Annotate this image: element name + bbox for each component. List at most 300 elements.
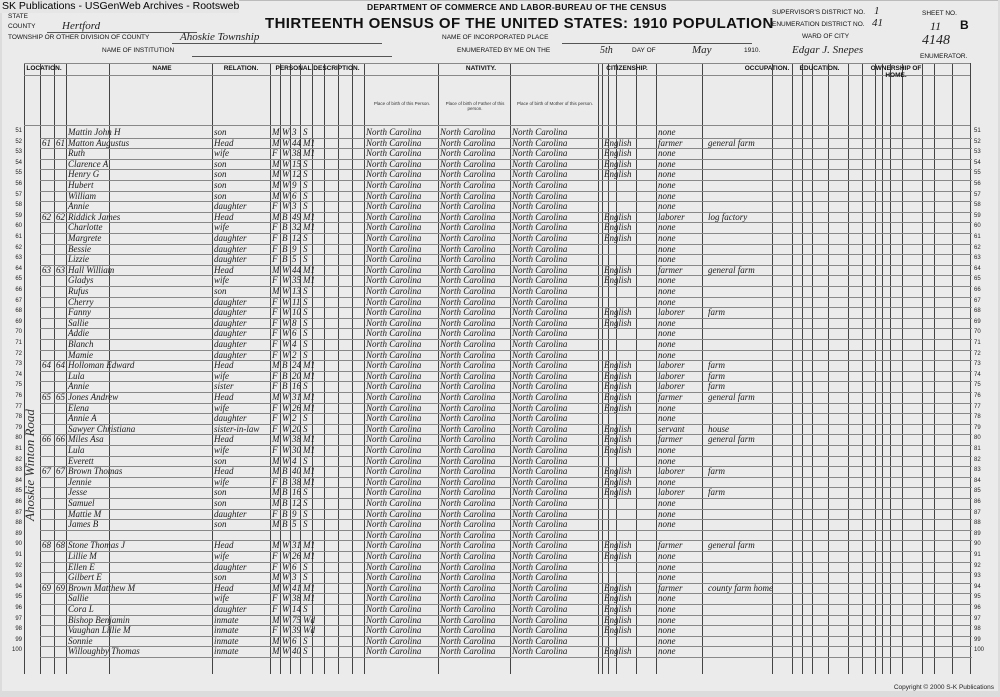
cell-race: W (282, 392, 290, 402)
cell-ms: S (303, 201, 308, 212)
cell-race: W (282, 646, 290, 657)
cell-age: 39 (292, 625, 301, 636)
line-number-right: 77 (974, 403, 981, 410)
cell-race: W (282, 148, 290, 159)
line-number: 53 (15, 149, 22, 156)
cell-ms: S (303, 233, 308, 243)
cell-mother: North Carolina (512, 561, 568, 572)
cell-father: North Carolina (440, 498, 496, 508)
cell-trade: none (658, 233, 676, 243)
cell-race: B (282, 243, 288, 254)
cell-race: B (282, 233, 288, 243)
cell-name: Rufus (68, 286, 89, 296)
cell-birth: North Carolina (366, 296, 422, 307)
cell-father: North Carolina (440, 307, 496, 318)
cell-rel: Head (214, 582, 234, 593)
cell-sex: M (272, 582, 280, 593)
cell-trade: none (658, 169, 676, 180)
cell-sex: M (272, 392, 280, 402)
cell-father: North Carolina (440, 434, 496, 445)
cell-sex: M (272, 466, 280, 477)
cell-sex: F (272, 445, 278, 455)
cell-ms: S (303, 423, 308, 434)
line-number: 76 (15, 393, 22, 399)
cell-industry: log factory (708, 211, 748, 222)
cell-birth: North Carolina (366, 360, 422, 371)
cell-name: Clarence A (68, 158, 109, 169)
incorporated-place-label: NAME OF INCORPORATED PLACE (442, 34, 549, 41)
cell-mother: North Carolina (512, 551, 568, 561)
cell-race: B (282, 487, 288, 498)
line-number-right: 78 (974, 414, 981, 421)
cell-lang: English (604, 148, 632, 159)
cell-mother: North Carolina (512, 264, 568, 275)
column-header: NAME (152, 65, 172, 72)
cell-industry: farm (708, 381, 726, 392)
cell-mother: North Carolina (512, 402, 568, 413)
line-number: 81 (15, 446, 22, 452)
cell-name: Brown Matthew M (68, 582, 136, 593)
cell-birth: North Carolina (366, 413, 422, 424)
cell-sex: M (272, 264, 280, 275)
cell-ms: S (303, 243, 308, 254)
cell-rel: Head (214, 466, 234, 477)
cell-trade: none (658, 158, 676, 169)
cell-sex: M (272, 158, 280, 169)
cell-race: W (282, 445, 290, 455)
cell-lang: English (604, 445, 632, 455)
cell-rel: wife (214, 445, 229, 455)
cell-rel: daughter (214, 254, 247, 265)
cell-father: North Carolina (440, 158, 496, 169)
cell-trade: none (658, 317, 676, 328)
cell-age: 8 (292, 317, 297, 328)
cell-father: North Carolina (440, 466, 496, 477)
cell-mother: North Carolina (512, 423, 568, 434)
cell-lang: English (604, 614, 632, 625)
cell-rel: son (214, 498, 227, 508)
cell-mother: North Carolina (512, 582, 568, 593)
cell-dwell: 65 (42, 392, 51, 402)
cell-rel: daughter (214, 561, 247, 572)
cell-fam: 61 (56, 137, 65, 148)
cell-ms: M1 (303, 582, 315, 593)
cell-sex: M (272, 286, 280, 296)
cell-rel: daughter (214, 349, 247, 360)
cell-lang: English (604, 211, 632, 222)
cell-age: 38 (292, 593, 301, 604)
enumerator-label: ENUMERATOR. (920, 53, 968, 60)
cell-trade: laborer (658, 307, 685, 318)
cell-trade: farmer (658, 540, 683, 551)
cell-race: W (282, 201, 290, 212)
cell-age: 20 (292, 370, 301, 381)
cell-ms: Wd (303, 625, 315, 636)
cell-trade: farmer (658, 582, 683, 593)
cell-birth: North Carolina (366, 572, 422, 583)
cell-age: 16 (292, 381, 301, 392)
cell-mother: North Carolina (512, 190, 568, 201)
cell-mother: North Carolina (512, 625, 568, 636)
cell-sex: F (272, 148, 278, 159)
cell-rel: daughter (214, 328, 247, 339)
line-number: 66 (15, 287, 22, 293)
line-number: 90 (15, 541, 22, 548)
cell-mother: North Carolina (512, 211, 568, 222)
cell-father: North Carolina (440, 169, 496, 180)
line-number: 92 (15, 562, 22, 569)
cell-fam: 65 (56, 392, 65, 402)
cell-fam: 66 (56, 434, 65, 445)
cell-mother: North Carolina (512, 233, 568, 243)
column-header: NATIVITY. (465, 65, 497, 72)
cell-age: 44 (292, 264, 301, 275)
cell-age: 26 (292, 551, 301, 561)
cell-industry: general farm (708, 540, 755, 551)
line-number: 93 (15, 573, 22, 580)
cell-birth: North Carolina (366, 127, 422, 137)
cell-father: North Carolina (440, 349, 496, 360)
line-number: 99 (15, 636, 22, 643)
cell-trade: none (658, 635, 676, 646)
cell-mother: North Carolina (512, 614, 568, 625)
cell-age: 6 (292, 328, 297, 339)
cell-birth: North Carolina (366, 434, 422, 445)
cell-lang: English (604, 222, 632, 233)
cell-age: 11 (292, 296, 301, 307)
cell-name: Everett (68, 455, 94, 466)
margin-note: Ahoskie Winton Road (22, 409, 37, 521)
cell-lang: English (604, 158, 632, 169)
cell-lang: English (604, 434, 632, 445)
cell-trade: laborer (658, 360, 685, 371)
cell-ms: M1 (303, 540, 315, 551)
cell-sex: F (272, 349, 278, 360)
department-heading: DEPARTMENT OF COMMERCE AND LABOR-BUREAU OF THE CENSUS (367, 2, 667, 12)
cell-age: 2 (292, 349, 297, 360)
line-number: 97 (15, 615, 22, 622)
cell-trade: none (658, 339, 676, 349)
cell-ms: S (303, 349, 308, 360)
cell-birth: North Carolina (366, 381, 422, 392)
cell-father: North Carolina (440, 254, 496, 265)
cell-race: W (282, 540, 290, 551)
cell-rel: wife (214, 222, 229, 233)
cell-ms: M1 (303, 211, 315, 222)
cell-father: North Carolina (440, 127, 496, 137)
column-header: OCCUPATION. (744, 65, 790, 72)
line-number: 98 (15, 626, 22, 633)
sheet-number-hand: 4148 (922, 33, 950, 48)
cell-trade: none (658, 349, 676, 360)
line-number: 79 (15, 424, 22, 431)
cell-race: W (282, 413, 290, 424)
cell-birth: North Carolina (366, 339, 422, 349)
cell-trade: none (658, 519, 676, 530)
cell-trade: laborer (658, 381, 685, 392)
cell-ms: M1 (303, 137, 315, 148)
cell-rel: son (214, 487, 227, 498)
township-value: Ahoskie Township (180, 31, 260, 43)
line-number-right: 65 (974, 276, 981, 283)
line-number: 59 (15, 212, 22, 219)
cell-birth: North Carolina (366, 349, 422, 360)
cell-birth: North Carolina (366, 529, 422, 540)
line-number: 63 (15, 255, 22, 262)
cell-age: 15 (292, 158, 301, 169)
cell-father: North Carolina (440, 381, 496, 392)
line-number-right: 54 (974, 159, 981, 166)
cell-lang: English (604, 582, 632, 593)
cell-lang: English (604, 370, 632, 381)
cell-father: North Carolina (440, 392, 496, 402)
cell-sex: M (272, 646, 280, 657)
cell-age: 75 (292, 614, 301, 625)
cell-birth: North Carolina (366, 487, 422, 498)
line-number-right: 68 (974, 308, 981, 315)
cell-name: Matton Augustus (68, 137, 130, 148)
cell-name: Brown Thomas (68, 466, 123, 477)
cell-father: North Carolina (440, 455, 496, 466)
cell-age: 9 (292, 508, 297, 519)
line-number-right: 73 (974, 361, 981, 368)
cell-age: 5 (292, 519, 297, 530)
line-number-right: 92 (974, 562, 981, 569)
cell-mother: North Carolina (512, 317, 568, 328)
cell-rel: son (214, 127, 227, 137)
cell-race: W (282, 402, 290, 413)
cell-father: North Carolina (440, 604, 496, 614)
cell-rel: daughter (214, 243, 247, 254)
year-text: 1910. (744, 47, 761, 54)
cell-birth: North Carolina (366, 445, 422, 455)
line-number: 64 (15, 265, 22, 272)
column-header: EDUCATION. (799, 65, 840, 72)
cell-race: W (282, 180, 290, 190)
cell-name: Jennie (68, 476, 92, 487)
cell-father: North Carolina (440, 561, 496, 572)
cell-name: Samuel (68, 498, 95, 508)
cell-sex: M (272, 572, 280, 583)
cell-race: B (282, 254, 288, 265)
cell-name: Cherry (68, 296, 94, 307)
cell-race: W (282, 551, 290, 561)
cell-trade: none (658, 148, 676, 159)
cell-race: W (282, 614, 290, 625)
cell-father: North Carolina (440, 625, 496, 636)
cell-sex: F (272, 275, 278, 286)
cell-name: Annie (68, 201, 89, 212)
cell-sex: M (272, 614, 280, 625)
cell-rel: inmate (214, 625, 239, 636)
cell-ms: S (303, 286, 308, 296)
line-number-right: 71 (974, 340, 981, 346)
cell-rel: inmate (214, 614, 239, 625)
cell-dwell: 63 (42, 264, 51, 275)
cell-birth: North Carolina (366, 604, 422, 614)
cell-father: North Carolina (440, 646, 496, 657)
cell-name: Hall William (68, 264, 115, 275)
cell-father: North Carolina (440, 593, 496, 604)
cell-age: 9 (292, 243, 297, 254)
cell-ms: S (303, 604, 308, 614)
cell-ms: S (303, 190, 308, 201)
cell-rel: daughter (214, 201, 247, 212)
supervisor-label: SUPERVISOR'S DISTRICT NO. (772, 9, 866, 16)
cell-fam: 68 (56, 540, 65, 551)
cell-rel: wife (214, 370, 229, 381)
cell-mother: North Carolina (512, 339, 568, 349)
enumerated-month: May (692, 44, 712, 56)
cell-trade: servant (658, 423, 685, 434)
cell-race: B (282, 211, 288, 222)
cell-dwell: 68 (42, 540, 51, 551)
cell-father: North Carolina (440, 508, 496, 519)
cell-trade: farmer (658, 392, 683, 402)
cell-ms: M1 (303, 466, 315, 477)
line-number-right: 94 (974, 583, 981, 590)
cell-mother: North Carolina (512, 519, 568, 530)
cell-lang: English (604, 402, 632, 413)
cell-father: North Carolina (440, 275, 496, 286)
cell-mother: North Carolina (512, 381, 568, 392)
cell-race: W (282, 604, 290, 614)
line-number-right: 87 (974, 509, 981, 516)
cell-birth: North Carolina (366, 148, 422, 159)
cell-father: North Carolina (440, 148, 496, 159)
cell-age: 32 (292, 222, 301, 233)
line-number-right: 95 (974, 594, 981, 601)
cell-father: North Carolina (440, 540, 496, 551)
line-number: 94 (15, 583, 22, 590)
cell-mother: North Carolina (512, 169, 568, 180)
line-number: 71 (15, 340, 22, 346)
cell-birth: North Carolina (366, 307, 422, 318)
line-number: 70 (15, 329, 22, 336)
cell-race: W (282, 190, 290, 201)
cell-mother: North Carolina (512, 360, 568, 371)
cell-birth: North Carolina (366, 211, 422, 222)
cell-birth: North Carolina (366, 392, 422, 402)
cell-lang: English (604, 137, 632, 148)
cell-birth: North Carolina (366, 264, 422, 275)
cell-lang: English (604, 392, 632, 402)
cell-sex: M (272, 635, 280, 646)
cell-race: W (282, 582, 290, 593)
supervisor-value: 1 (874, 5, 880, 17)
cell-father: North Carolina (440, 286, 496, 296)
sheet-value: 11 (930, 19, 942, 33)
cell-race: W (282, 572, 290, 583)
cell-mother: North Carolina (512, 413, 568, 424)
column-header: CITIZENSHIP. (606, 65, 648, 72)
column-header: PERSONAL DESCRIPTION. (275, 65, 360, 72)
line-number-right: 96 (974, 605, 981, 611)
cell-mother: North Carolina (512, 222, 568, 233)
cell-sex: M (272, 190, 280, 201)
cell-age: 6 (292, 561, 297, 572)
cell-fam: 63 (56, 264, 65, 275)
cell-rel: inmate (214, 646, 239, 657)
cell-birth: North Carolina (366, 317, 422, 328)
line-number: 83 (15, 467, 22, 474)
cell-ms: S (303, 296, 308, 307)
cell-race: W (282, 625, 290, 636)
cell-age: 31 (292, 540, 301, 551)
cell-name: Mattin John H (68, 127, 121, 137)
cell-birth: North Carolina (366, 646, 422, 657)
cell-sex: M (272, 360, 280, 371)
cell-age: 40 (292, 646, 301, 657)
cell-ms: M1 (303, 360, 315, 371)
line-number-right: 63 (974, 255, 981, 262)
cell-trade: none (658, 614, 676, 625)
cell-birth: North Carolina (366, 137, 422, 148)
cell-race: W (282, 635, 290, 646)
cell-industry: farm (708, 487, 726, 498)
cell-sex: F (272, 413, 278, 424)
enumerator-value: Edgar J. Snepes (792, 44, 864, 56)
cell-name: Fanny (68, 307, 91, 318)
cell-lang: English (604, 275, 632, 286)
line-number: 54 (15, 159, 22, 166)
cell-sex: M (272, 169, 280, 180)
cell-sex: F (272, 625, 278, 636)
line-number-right: 58 (974, 202, 981, 209)
cell-birth: North Carolina (366, 455, 422, 466)
cell-mother: North Carolina (512, 498, 568, 508)
cell-ms: S (303, 508, 308, 519)
line-number-right: 62 (974, 244, 981, 251)
line-number: 52 (15, 138, 22, 145)
cell-dwell: 62 (42, 211, 51, 222)
cell-name: Bishop Benjamin (68, 614, 130, 625)
cell-father: North Carolina (440, 572, 496, 583)
cell-name: Gladys (68, 275, 94, 286)
cell-lang: English (604, 625, 632, 636)
page-title: THIRTEENTH OENSUS OF THE UNITED STATES: 1910 POPULATION (265, 15, 774, 32)
cell-trade: farmer (658, 434, 683, 445)
cell-lang: English (604, 604, 632, 614)
column-header: LOCATION. (26, 65, 62, 72)
cell-name: Cora L (68, 604, 94, 614)
cell-rel: son (214, 286, 227, 296)
cell-name: Sallie (68, 593, 89, 604)
cell-name: Ellen E (68, 561, 95, 572)
cell-lang: English (604, 487, 632, 498)
cell-industry: house (708, 423, 729, 434)
line-number-right: 75 (974, 382, 981, 389)
cell-age: 4 (292, 455, 297, 466)
cell-name: Riddick James (68, 211, 121, 222)
cell-name: Annie A (68, 413, 97, 424)
enumeration-label: ENUMERATION DISTRICT NO. (772, 21, 865, 28)
line-number-right: 70 (974, 329, 981, 336)
cell-rel: daughter (214, 307, 247, 318)
cell-ms: M1 (303, 370, 315, 381)
cell-lang: English (604, 540, 632, 551)
cell-trade: none (658, 413, 676, 424)
cell-trade: none (658, 402, 676, 413)
cell-mother: North Carolina (512, 392, 568, 402)
cell-birth: North Carolina (366, 286, 422, 296)
cell-race: W (282, 455, 290, 466)
cell-race: W (282, 328, 290, 339)
cell-birth: North Carolina (366, 625, 422, 636)
cell-trade: none (658, 243, 676, 254)
cell-race: W (282, 296, 290, 307)
line-number: 55 (15, 170, 22, 177)
